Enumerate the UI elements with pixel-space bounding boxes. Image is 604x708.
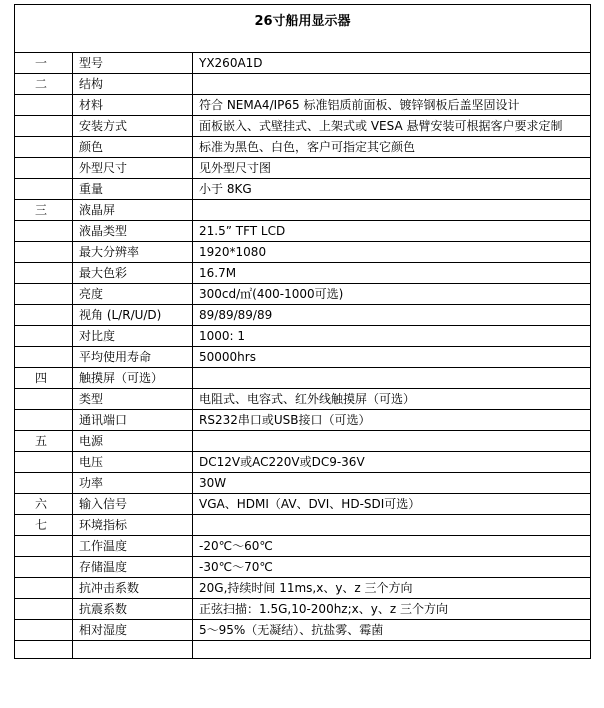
spec-item-label: 重量 [73, 179, 193, 200]
spec-item-label: 外型尺寸 [73, 158, 193, 179]
spec-item-value: -30℃～70℃ [193, 557, 591, 578]
spec-item-value: 标准为黑色、白色，客户可指定其它颜色 [193, 137, 591, 158]
section-number [15, 116, 73, 137]
spec-item-label: 电压 [73, 452, 193, 473]
spec-item-value [193, 368, 591, 389]
section-number [15, 284, 73, 305]
spec-row [15, 284, 591, 305]
spec-row [15, 389, 591, 410]
spec-item-label: 液晶类型 [73, 221, 193, 242]
spec-item-value: 正弦扫描：1.5G,10-200hz;x、y、z 三个方向 [193, 599, 591, 620]
document-title: 26寸船用显示器 [15, 5, 591, 53]
spec-row [15, 137, 591, 158]
section-number [15, 347, 73, 368]
blank-cell [15, 641, 73, 659]
section-number: 六 [15, 494, 73, 515]
spec-table [14, 4, 591, 659]
spec-item-label: 型号 [73, 53, 193, 74]
spec-item-label: 环境指标 [73, 515, 193, 536]
spec-item-label: 材料 [73, 95, 193, 116]
spec-row [15, 242, 591, 263]
spec-row [15, 536, 591, 557]
spec-item-value: 1000: 1 [193, 326, 591, 347]
title-row [15, 5, 591, 53]
spec-item-label: 电源 [73, 431, 193, 452]
spec-item-value: 30W [193, 473, 591, 494]
spec-row [15, 347, 591, 368]
spec-item-label: 功率 [73, 473, 193, 494]
section-number [15, 95, 73, 116]
section-number [15, 137, 73, 158]
spec-item-label: 类型 [73, 389, 193, 410]
spec-item-value: YX260A1D [193, 53, 591, 74]
spec-row [15, 158, 591, 179]
spec-item-label: 通讯端口 [73, 410, 193, 431]
spec-row [15, 368, 591, 389]
spec-item-label: 颜色 [73, 137, 193, 158]
spec-item-value: 20G,持续时间 11ms,x、y、z 三个方向 [193, 578, 591, 599]
section-number [15, 179, 73, 200]
section-number [15, 620, 73, 641]
spec-row [15, 74, 591, 95]
spec-item-value: 21.5” TFT LCD [193, 221, 591, 242]
spec-item-value: 50000hrs [193, 347, 591, 368]
spec-row [15, 116, 591, 137]
spec-item-value [193, 431, 591, 452]
section-number [15, 473, 73, 494]
section-number [15, 452, 73, 473]
spec-row [15, 200, 591, 221]
spec-row [15, 452, 591, 473]
spec-row [15, 221, 591, 242]
spec-item-label: 平均使用寿命 [73, 347, 193, 368]
spec-item-value [193, 515, 591, 536]
spec-item-value: 小于 8KG [193, 179, 591, 200]
spec-row [15, 431, 591, 452]
section-number [15, 305, 73, 326]
section-number [15, 389, 73, 410]
spec-item-label: 结构 [73, 74, 193, 95]
spec-item-label: 抗震系数 [73, 599, 193, 620]
spec-row [15, 53, 591, 74]
section-number [15, 158, 73, 179]
section-number: 五 [15, 431, 73, 452]
spec-item-label: 对比度 [73, 326, 193, 347]
blank-cell [73, 641, 193, 659]
spec-row [15, 305, 591, 326]
section-number [15, 263, 73, 284]
section-number: 二 [15, 74, 73, 95]
spec-row [15, 326, 591, 347]
section-number: 一 [15, 53, 73, 74]
spec-item-value: 见外型尺寸图 [193, 158, 591, 179]
spec-item-value [193, 200, 591, 221]
spec-item-value: RS232串口或USB接口（可选） [193, 410, 591, 431]
section-number [15, 221, 73, 242]
spec-item-label: 存储温度 [73, 557, 193, 578]
spec-row [15, 410, 591, 431]
spec-item-label: 触摸屏（可选） [73, 368, 193, 389]
spec-item-label: 工作温度 [73, 536, 193, 557]
section-number: 七 [15, 515, 73, 536]
section-number [15, 578, 73, 599]
spec-item-value: 1920*1080 [193, 242, 591, 263]
section-number [15, 557, 73, 578]
spec-item-label: 液晶屏 [73, 200, 193, 221]
spec-row [15, 515, 591, 536]
spec-item-value: 符合 NEMA4/IP65 标准铝质前面板、镀锌钢板后盖坚固设计 [193, 95, 591, 116]
spec-item-label: 视角 (L/R/U/D) [73, 305, 193, 326]
spec-item-label: 安装方式 [73, 116, 193, 137]
spec-item-value: 面板嵌入、式壁挂式、上架式或 VESA 悬臂安装可根据客户要求定制 [193, 116, 591, 137]
spec-item-label: 最大分辨率 [73, 242, 193, 263]
spec-item-label: 亮度 [73, 284, 193, 305]
spec-row [15, 95, 591, 116]
section-number [15, 242, 73, 263]
spec-row [15, 557, 591, 578]
spec-row [15, 620, 591, 641]
section-number [15, 536, 73, 557]
section-number [15, 326, 73, 347]
blank-cell [193, 641, 591, 659]
spec-item-value: 89/89/89/89 [193, 305, 591, 326]
spec-item-value: 5～95%（无凝结）、抗盐雾、霉菌 [193, 620, 591, 641]
spec-item-label: 最大色彩 [73, 263, 193, 284]
spec-item-value: VGA、HDMI（AV、DVI、HD-SDI可选） [193, 494, 591, 515]
spec-item-value [193, 74, 591, 95]
spec-row [15, 263, 591, 284]
spec-row [15, 494, 591, 515]
spec-item-value: 16.7M [193, 263, 591, 284]
spec-item-value: 电阻式、电容式、红外线触摸屏（可选） [193, 389, 591, 410]
blank-row [15, 641, 591, 659]
section-number [15, 599, 73, 620]
spec-row [15, 179, 591, 200]
spec-row [15, 578, 591, 599]
spec-item-value: -20℃～60℃ [193, 536, 591, 557]
spec-item-label: 抗冲击系数 [73, 578, 193, 599]
section-number [15, 410, 73, 431]
spec-item-value: 300cd/㎡(400-1000可选) [193, 284, 591, 305]
spec-row [15, 599, 591, 620]
spec-item-label: 相对湿度 [73, 620, 193, 641]
section-number: 四 [15, 368, 73, 389]
spec-item-label: 输入信号 [73, 494, 193, 515]
spec-row [15, 473, 591, 494]
spec-item-value: DC12V或AC220V或DC9-36V [193, 452, 591, 473]
section-number: 三 [15, 200, 73, 221]
spec-sheet [14, 4, 590, 659]
